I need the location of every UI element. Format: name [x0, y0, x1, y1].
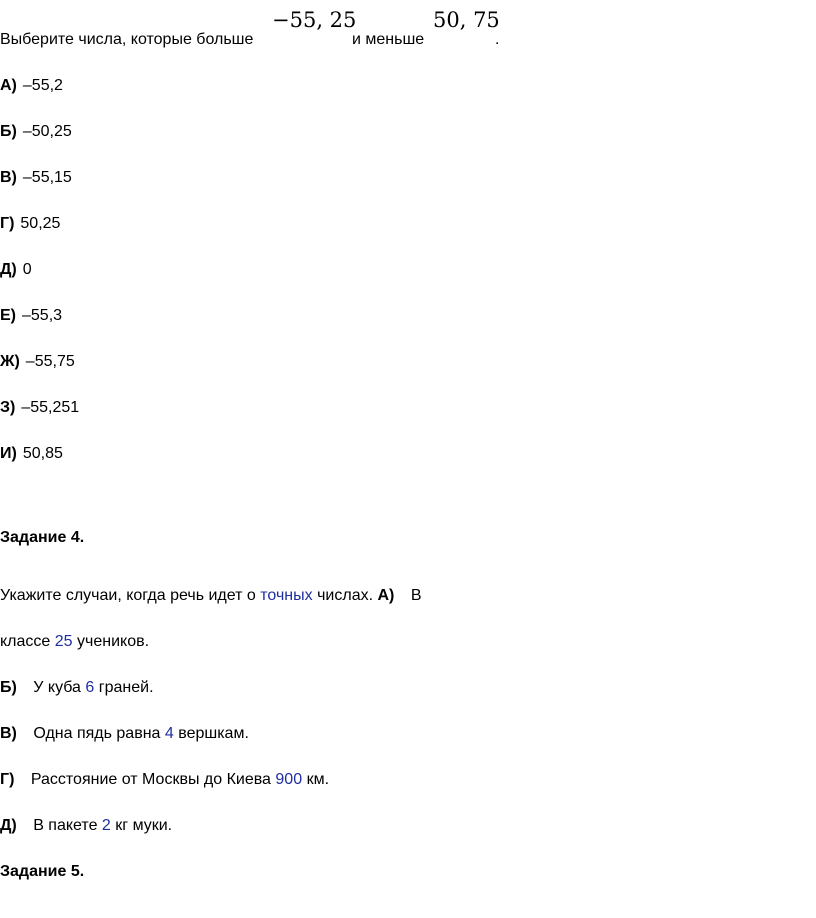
question-text: числах.: [317, 587, 374, 604]
option-letter: Д): [0, 817, 17, 834]
option-text: Одна пядь равна: [33, 725, 161, 742]
option-value: –55,251: [21, 399, 80, 416]
question-text-start: Выберите числа, которые больше: [0, 31, 254, 48]
option-number: 6: [85, 679, 95, 696]
option-letter: Б): [0, 123, 17, 140]
task4-option-v: [0, 724, 249, 744]
highlight-word: точных: [260, 587, 313, 604]
option-value: –55,75: [25, 353, 75, 370]
option-letter: Д): [0, 261, 17, 278]
option-letter: Е): [0, 307, 16, 324]
task4-option-g: [0, 770, 329, 790]
option-value: –55,2: [22, 77, 63, 94]
question-text-end: .: [495, 31, 500, 48]
question-text: Укажите случаи, когда речь идет о: [0, 587, 256, 604]
option-number: 900: [275, 771, 303, 788]
task4-option-b: [0, 678, 154, 698]
task3-question: [0, 30, 253, 50]
option-text: В: [410, 587, 422, 604]
task4-option-a-cont: [0, 632, 149, 652]
option-number: 25: [54, 633, 73, 650]
option-text: вершкам.: [178, 725, 249, 742]
task5-heading: Задание 5.: [0, 863, 85, 880]
option-letter: Г): [0, 215, 15, 232]
option-value: 50,25: [20, 215, 61, 232]
option-letter: З): [0, 399, 16, 416]
task4-heading: Задание 4.: [0, 529, 85, 546]
option-text: Расстояние от Москвы до Киева: [30, 771, 271, 788]
option-zh: [0, 352, 75, 372]
option-value: –55,15: [22, 169, 72, 186]
option-letter: Б): [0, 679, 17, 696]
option-text: граней.: [98, 679, 154, 696]
option-b: [0, 122, 72, 142]
option-text: кг муки.: [115, 817, 173, 834]
option-number: 2: [101, 817, 111, 834]
option-value: 0: [22, 261, 32, 278]
option-text: учеников.: [77, 633, 150, 650]
option-text: классе: [0, 633, 51, 650]
option-text: км.: [306, 771, 330, 788]
math-lower-bound: −55, 25: [272, 8, 357, 32]
math-upper-bound: 50, 75: [433, 8, 500, 32]
option-i: [0, 444, 63, 464]
option-letter: В): [0, 169, 17, 186]
option-text: У куба: [33, 679, 81, 696]
option-g: [0, 214, 60, 234]
option-a: [0, 76, 63, 96]
option-d: [0, 260, 32, 280]
option-v: [0, 168, 72, 188]
task4-question: [0, 586, 422, 606]
option-letter: Ж): [0, 353, 20, 370]
option-letter: А): [377, 587, 395, 604]
option-letter: А): [0, 77, 17, 94]
option-text: В пакете: [33, 817, 98, 834]
task4-option-d: [0, 816, 172, 836]
option-e: [0, 306, 62, 326]
question-text-middle: и меньше: [352, 31, 425, 48]
option-number: 4: [164, 725, 174, 742]
option-letter: В): [0, 725, 17, 742]
option-letter: И): [0, 445, 17, 462]
option-value: –50,25: [22, 123, 72, 140]
option-value: –55,3: [22, 307, 63, 324]
option-z: [0, 398, 79, 418]
option-value: 50,85: [22, 445, 63, 462]
option-letter: Г): [0, 771, 15, 788]
